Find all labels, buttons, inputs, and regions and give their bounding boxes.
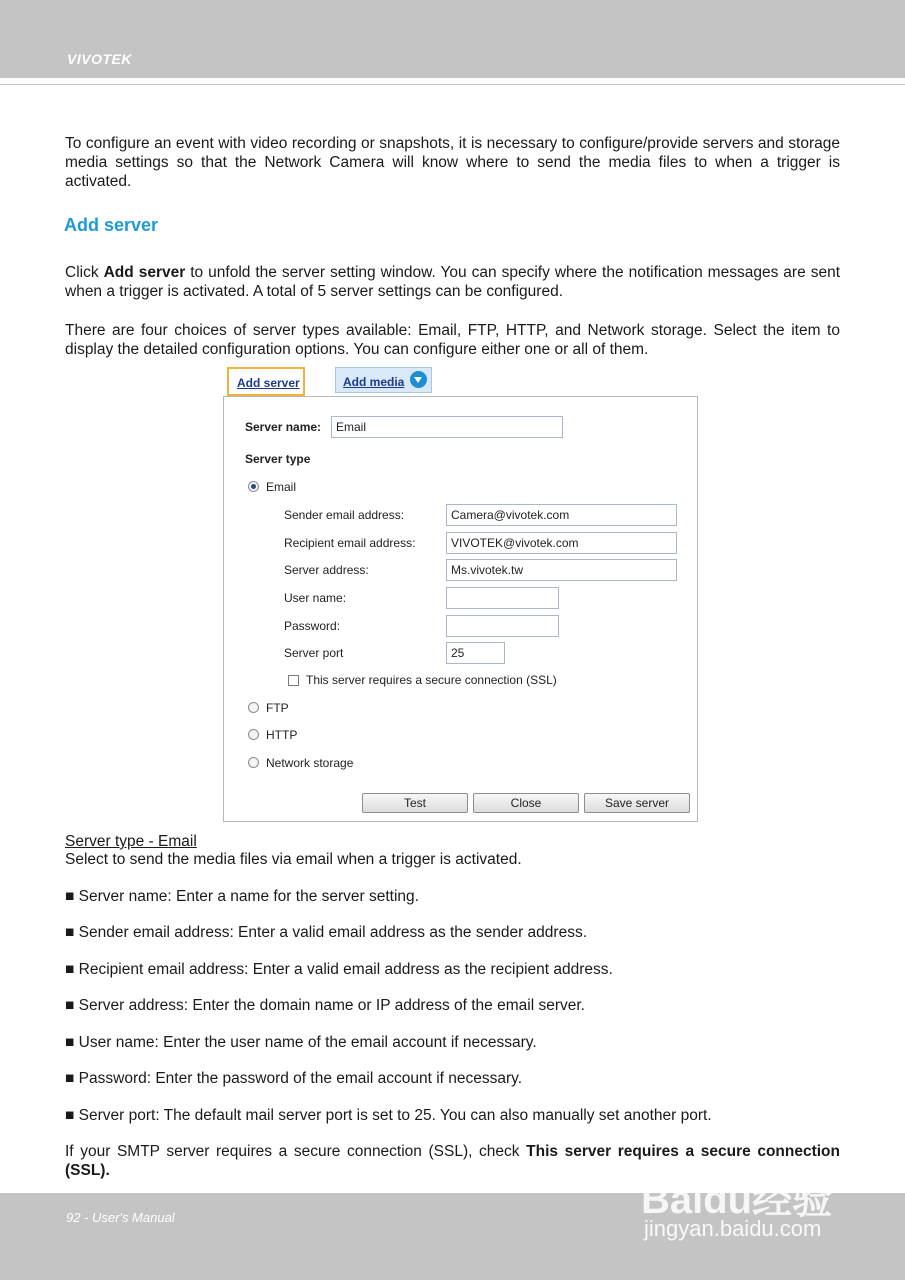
bullet-server-address: ■ Server address: Enter the domain name or IP address of the email server.: [65, 997, 585, 1014]
server-type-email-desc: Select to send the media files via email when a trigger is activated.: [65, 851, 522, 868]
close-button[interactable]: Close: [473, 793, 579, 813]
ssl-paragraph-text: If your SMTP server requires a secure connection (SSL), check: [65, 1143, 527, 1160]
radio-http[interactable]: [248, 729, 259, 740]
test-button[interactable]: Test: [362, 793, 468, 813]
ssl-checkbox[interactable]: [288, 675, 299, 686]
bullet-recipient-email: ■ Recipient email address: Enter a valid email address as the recipient address.: [65, 961, 613, 978]
sender-email-input[interactable]: Camera@vivotek.com: [446, 504, 677, 526]
tab-add-media[interactable]: [335, 367, 432, 393]
server-type-email-heading: Server type - Email: [65, 833, 197, 850]
radio-email[interactable]: [248, 481, 259, 492]
ssl-paragraph-bold: This server requires a secure connection (SSL).: [65, 1143, 840, 1179]
add-server-bold-text: Add server: [103, 264, 186, 281]
password-input[interactable]: [446, 615, 559, 637]
header-bar: [0, 0, 905, 78]
add-server-screenshot: [222, 363, 700, 823]
radio-network-storage[interactable]: [248, 757, 259, 768]
page-number-label: 92 - User's Manual: [66, 1210, 175, 1225]
server-port-label: Server port: [284, 646, 344, 660]
radio-email-label: Email: [266, 480, 297, 494]
bullet-server-name: ■ Server name: Enter a name for the server setting.: [65, 888, 419, 905]
add-server-paragraph: [65, 263, 840, 301]
chevron-down-icon[interactable]: [410, 371, 427, 388]
server-name-label: Server name:: [245, 420, 322, 434]
save-server-button[interactable]: Save server: [584, 793, 690, 813]
server-types-paragraph: There are four choices of server types available: Email, FTP, HTTP, and Network storage. Select the item to display the detailed configuration options. You can configure either one or all of them.: [65, 322, 840, 358]
intro-paragraph: To configure an event with video recording or snapshots, it is necessary to configure/provide servers and storage media settings so that the Network Camera will know where to send the media files to when a trigger is activated.: [65, 135, 840, 190]
add-server-text-post: to unfold the server setting window. You can specify where the notification messages are sent when a trigger is activated. A total of 5 server settings can be configured.: [65, 264, 840, 300]
add-server-text-pre: Click: [65, 264, 104, 281]
server-address-input[interactable]: Ms.vivotek.tw: [446, 559, 677, 581]
bullet-user-name: ■ User name: Enter the user name of the email account if necessary.: [65, 1034, 537, 1051]
header-divider: [0, 84, 905, 85]
radio-ftp-label: FTP: [266, 701, 289, 715]
tab-add-server-label: Add server: [237, 376, 300, 390]
server-settings-panel: [223, 396, 698, 822]
recipient-email-input[interactable]: VIVOTEK@vivotek.com: [446, 532, 677, 554]
baidu-watermark-url: jingyan.baidu.com: [644, 1216, 822, 1241]
sender-email-label: Sender email address:: [284, 508, 405, 522]
bullet-password: ■ Password: Enter the password of the email account if necessary.: [65, 1070, 523, 1087]
server-type-label: Server type: [245, 452, 311, 466]
tab-add-media-label: Add media: [343, 375, 405, 389]
user-name-label: User name:: [284, 591, 347, 605]
radio-network-storage-label: Network storage: [266, 756, 354, 770]
recipient-email-label: Recipient email address:: [284, 536, 416, 550]
ssl-checkbox-label: This server requires a secure connection (SSL): [306, 673, 557, 687]
password-label: Password:: [284, 619, 341, 633]
section-title-add-server: Add server: [64, 215, 159, 235]
bullet-server-port: ■ Server port: The default mail server port is set to 25. You can also manually set another port.: [65, 1107, 712, 1124]
radio-ftp[interactable]: [248, 702, 259, 713]
brand-logo-text: VIVOTEK: [67, 51, 132, 67]
server-port-input[interactable]: 25: [446, 642, 505, 664]
baidu-watermark: Baidu经验: [641, 1178, 833, 1222]
user-name-input[interactable]: [446, 587, 559, 609]
radio-http-label: HTTP: [266, 728, 298, 742]
bullet-sender-email: ■ Sender email address: Enter a valid email address as the sender address.: [65, 924, 587, 941]
server-name-input[interactable]: Email: [331, 416, 563, 438]
tab-add-server[interactable]: [227, 367, 305, 396]
server-address-label: Server address:: [284, 563, 369, 577]
